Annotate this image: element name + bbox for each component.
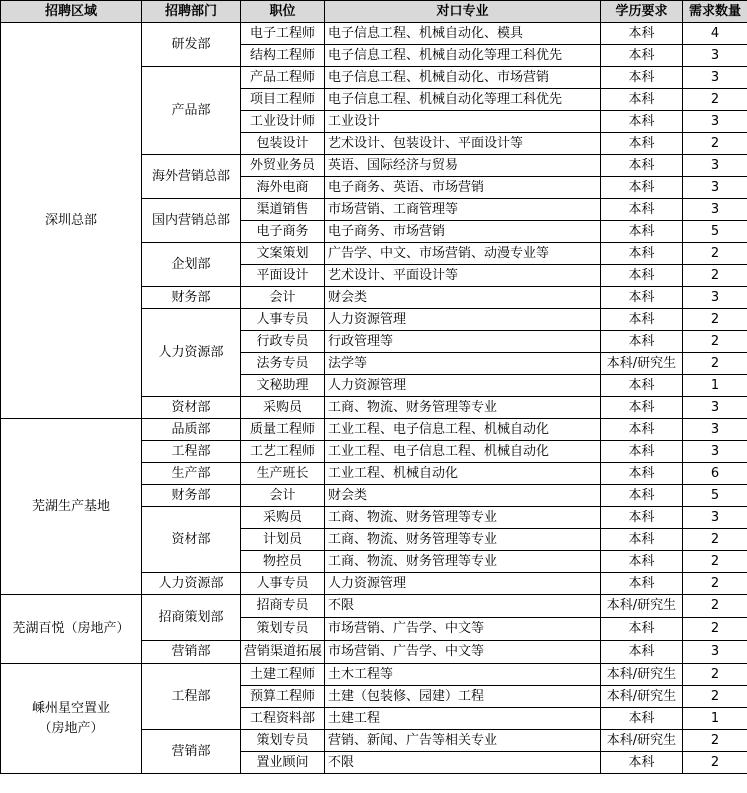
quantity-cell: 1 <box>683 708 747 730</box>
department-cell: 品质部 <box>142 419 241 441</box>
position-cell: 电子工程师 <box>241 23 325 45</box>
quantity-cell: 2 <box>683 686 747 708</box>
major-cell: 财会类 <box>325 485 601 507</box>
quantity-cell: 3 <box>683 287 747 309</box>
quantity-cell: 1 <box>683 375 747 397</box>
position-cell: 招商专员 <box>241 595 325 618</box>
position-cell: 包装设计 <box>241 133 325 155</box>
quantity-cell: 5 <box>683 221 747 243</box>
quantity-cell: 2 <box>683 243 747 265</box>
major-cell: 电子信息工程、机械自动化、市场营销 <box>325 67 601 89</box>
education-cell: 本科 <box>601 618 683 641</box>
major-cell: 工商、物流、财务管理等专业 <box>325 507 601 529</box>
position-cell: 工艺工程师 <box>241 441 325 463</box>
quantity-cell: 3 <box>683 641 747 664</box>
region-cell: 芜湖百悦（房地产） <box>1 595 142 664</box>
major-cell: 工业工程、机械自动化 <box>325 463 601 485</box>
quantity-cell: 3 <box>683 397 747 419</box>
education-cell: 本科 <box>601 265 683 287</box>
education-cell: 本科 <box>601 441 683 463</box>
department-cell: 招商策划部 <box>142 595 241 641</box>
major-cell: 工商、物流、财务管理等专业 <box>325 551 601 573</box>
department-cell: 人力资源部 <box>142 309 241 397</box>
education-cell: 本科 <box>601 573 683 595</box>
position-cell: 会计 <box>241 287 325 309</box>
education-cell: 本科 <box>601 67 683 89</box>
region-cell: 深圳总部 <box>1 23 142 419</box>
position-cell: 法务专员 <box>241 353 325 375</box>
quantity-cell: 2 <box>683 551 747 573</box>
position-cell: 策划专员 <box>241 618 325 641</box>
position-cell: 结构工程师 <box>241 45 325 67</box>
education-cell: 本科 <box>601 507 683 529</box>
major-cell: 艺术设计、平面设计等 <box>325 265 601 287</box>
education-cell: 本科 <box>601 309 683 331</box>
department-cell: 工程部 <box>142 441 241 463</box>
quantity-cell: 2 <box>683 265 747 287</box>
quantity-cell: 3 <box>683 45 747 67</box>
quantity-cell: 3 <box>683 155 747 177</box>
education-cell: 本科 <box>601 155 683 177</box>
position-cell: 人事专员 <box>241 573 325 595</box>
position-cell: 行政专员 <box>241 331 325 353</box>
quantity-cell: 2 <box>683 133 747 155</box>
education-cell: 本科 <box>601 331 683 353</box>
department-cell: 工程部 <box>142 664 241 730</box>
quantity-cell: 3 <box>683 177 747 199</box>
major-cell: 电子商务、英语、市场营销 <box>325 177 601 199</box>
major-cell: 工业工程、电子信息工程、机械自动化 <box>325 441 601 463</box>
department-cell: 人力资源部 <box>142 573 241 595</box>
position-cell: 采购员 <box>241 507 325 529</box>
education-cell: 本科 <box>601 752 683 774</box>
major-cell: 财会类 <box>325 287 601 309</box>
position-cell: 物控员 <box>241 551 325 573</box>
position-cell: 置业顾问 <box>241 752 325 774</box>
position-cell: 平面设计 <box>241 265 325 287</box>
quantity-cell: 3 <box>683 67 747 89</box>
major-cell: 工商、物流、财务管理等专业 <box>325 397 601 419</box>
education-cell: 本科 <box>601 199 683 221</box>
education-cell: 本科 <box>601 551 683 573</box>
header-department: 招聘部门 <box>142 1 241 23</box>
position-cell: 文案策划 <box>241 243 325 265</box>
department-cell: 财务部 <box>142 287 241 309</box>
position-cell: 生产班长 <box>241 463 325 485</box>
major-cell: 广告学、中文、市场营销、动漫专业等 <box>325 243 601 265</box>
quantity-cell: 2 <box>683 573 747 595</box>
department-cell: 研发部 <box>142 23 241 67</box>
department-cell: 资材部 <box>142 507 241 573</box>
position-cell: 海外电商 <box>241 177 325 199</box>
header-region: 招聘区域 <box>1 1 142 23</box>
quantity-cell: 2 <box>683 664 747 686</box>
quantity-cell: 2 <box>683 89 747 111</box>
quantity-cell: 3 <box>683 507 747 529</box>
education-cell: 本科 <box>601 641 683 664</box>
education-cell: 本科 <box>601 485 683 507</box>
position-cell: 渠道销售 <box>241 199 325 221</box>
position-cell: 工程资料部 <box>241 708 325 730</box>
position-cell: 文秘助理 <box>241 375 325 397</box>
education-cell: 本科/研究生 <box>601 353 683 375</box>
quantity-cell: 3 <box>683 441 747 463</box>
education-cell: 本科 <box>601 375 683 397</box>
position-cell: 产品工程师 <box>241 67 325 89</box>
region-subtitle: （房地产） <box>38 720 104 736</box>
department-cell: 产品部 <box>142 67 241 155</box>
quantity-cell: 2 <box>683 730 747 752</box>
major-cell: 电子信息工程、机械自动化等理工科优先 <box>325 89 601 111</box>
header-quantity: 需求数量 <box>683 1 747 23</box>
region-cell: 芜湖生产基地 <box>1 419 142 595</box>
education-cell: 本科 <box>601 529 683 551</box>
major-cell: 行政管理等 <box>325 331 601 353</box>
quantity-cell: 4 <box>683 23 747 45</box>
quantity-cell: 2 <box>683 353 747 375</box>
quantity-cell: 3 <box>683 111 747 133</box>
education-cell: 本科 <box>601 397 683 419</box>
department-cell: 营销部 <box>142 730 241 774</box>
major-cell: 不限 <box>325 595 601 618</box>
quantity-cell: 5 <box>683 485 747 507</box>
major-cell: 电子信息工程、机械自动化等理工科优先 <box>325 45 601 67</box>
major-cell: 土建（包装修、园建）工程 <box>325 686 601 708</box>
position-cell: 工业设计师 <box>241 111 325 133</box>
major-cell: 电子信息工程、机械自动化、模具 <box>325 23 601 45</box>
education-cell: 本科 <box>601 221 683 243</box>
education-cell: 本科 <box>601 287 683 309</box>
header-position: 职位 <box>241 1 325 23</box>
table-row <box>1 419 747 441</box>
department-cell: 营销部 <box>142 641 241 664</box>
table-row <box>1 664 747 686</box>
position-cell: 计划员 <box>241 529 325 551</box>
position-cell: 采购员 <box>241 397 325 419</box>
header-major: 对口专业 <box>325 1 601 23</box>
position-cell: 会计 <box>241 485 325 507</box>
department-cell: 资材部 <box>142 397 241 419</box>
education-cell: 本科/研究生 <box>601 730 683 752</box>
major-cell: 工业工程、电子信息工程、机械自动化 <box>325 419 601 441</box>
position-cell: 策划专员 <box>241 730 325 752</box>
region-name: 嵊州星空置业 <box>31 700 110 716</box>
quantity-cell: 2 <box>683 309 747 331</box>
major-cell: 人力资源管理 <box>325 573 601 595</box>
education-cell: 本科 <box>601 23 683 45</box>
quantity-cell: 2 <box>683 618 747 641</box>
position-cell: 质量工程师 <box>241 419 325 441</box>
position-cell: 电子商务 <box>241 221 325 243</box>
quantity-cell: 3 <box>683 199 747 221</box>
education-cell: 本科 <box>601 45 683 67</box>
major-cell: 英语、国际经济与贸易 <box>325 155 601 177</box>
major-cell: 法学等 <box>325 353 601 375</box>
department-cell: 生产部 <box>142 463 241 485</box>
department-cell: 国内营销总部 <box>142 199 241 243</box>
education-cell: 本科 <box>601 177 683 199</box>
header-education: 学历要求 <box>601 1 683 23</box>
education-cell: 本科 <box>601 243 683 265</box>
position-cell: 预算工程师 <box>241 686 325 708</box>
education-cell: 本科/研究生 <box>601 595 683 618</box>
major-cell: 人力资源管理 <box>325 375 601 397</box>
table-header-row <box>1 1 747 23</box>
major-cell: 市场营销、工商管理等 <box>325 199 601 221</box>
major-cell: 土木工程等 <box>325 664 601 686</box>
education-cell: 本科 <box>601 133 683 155</box>
quantity-cell: 2 <box>683 331 747 353</box>
table-row <box>1 23 747 45</box>
education-cell: 本科 <box>601 89 683 111</box>
major-cell: 土建工程 <box>325 708 601 730</box>
major-cell: 市场营销、广告学、中文等 <box>325 618 601 641</box>
position-cell: 营销渠道拓展 <box>241 641 325 664</box>
quantity-cell: 2 <box>683 595 747 618</box>
department-cell: 财务部 <box>142 485 241 507</box>
major-cell: 艺术设计、包装设计、平面设计等 <box>325 133 601 155</box>
position-cell: 外贸业务员 <box>241 155 325 177</box>
major-cell: 工业设计 <box>325 111 601 133</box>
education-cell: 本科 <box>601 463 683 485</box>
major-cell: 电子商务、市场营销 <box>325 221 601 243</box>
education-cell: 本科 <box>601 708 683 730</box>
quantity-cell: 6 <box>683 463 747 485</box>
region-cell <box>1 664 142 774</box>
position-cell: 项目工程师 <box>241 89 325 111</box>
position-cell: 人事专员 <box>241 309 325 331</box>
education-cell: 本科/研究生 <box>601 686 683 708</box>
major-cell: 不限 <box>325 752 601 774</box>
major-cell: 市场营销、广告学、中文等 <box>325 641 601 664</box>
position-cell: 土建工程师 <box>241 664 325 686</box>
major-cell: 工商、物流、财务管理等专业 <box>325 529 601 551</box>
education-cell: 本科/研究生 <box>601 664 683 686</box>
quantity-cell: 2 <box>683 752 747 774</box>
major-cell: 营销、新闻、广告等相关专业 <box>325 730 601 752</box>
education-cell: 本科 <box>601 111 683 133</box>
department-cell: 企划部 <box>142 243 241 287</box>
education-cell: 本科 <box>601 419 683 441</box>
department-cell: 海外营销总部 <box>142 155 241 199</box>
quantity-cell: 3 <box>683 419 747 441</box>
major-cell: 人力资源管理 <box>325 309 601 331</box>
quantity-cell: 2 <box>683 529 747 551</box>
table-row <box>1 595 747 618</box>
